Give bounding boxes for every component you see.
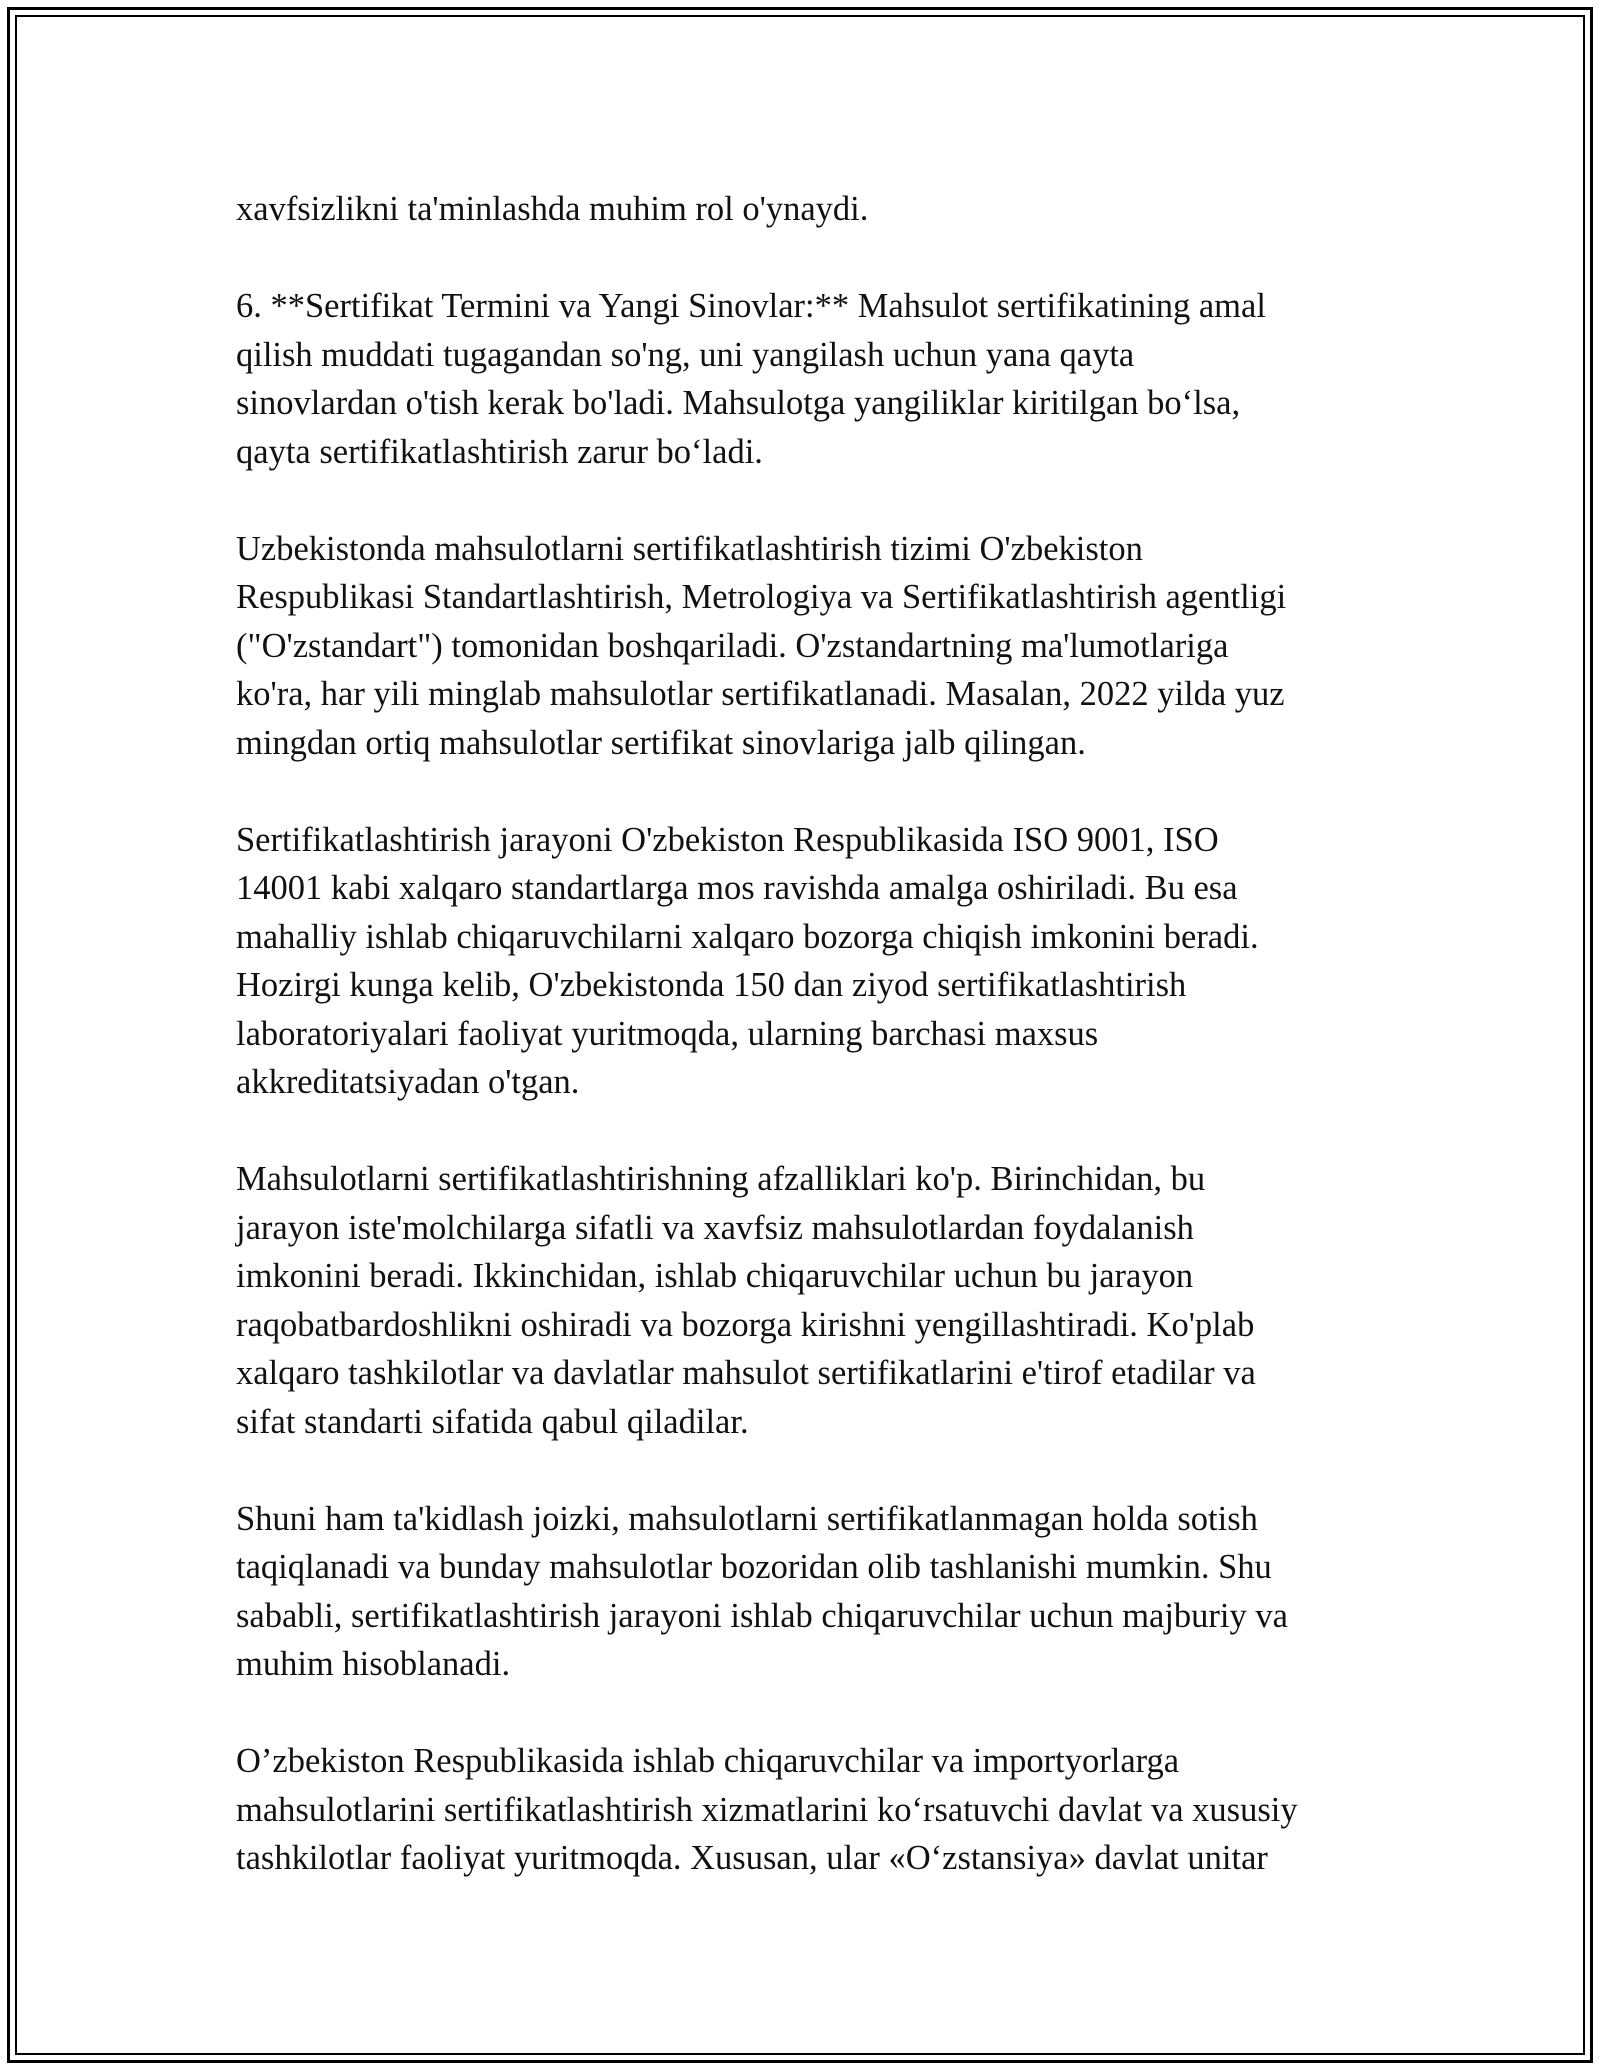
text-line: 14001 kabi xalqaro standartlarga mos ravishda amalga oshiriladi. Bu esa <box>236 869 1238 907</box>
paragraph <box>236 1155 1376 1446</box>
text-line: tashkilotlar faoliyat yuritmoqda. Xususan, ular «O‘zstansiya» davlat unitar <box>236 1839 1268 1877</box>
text-line: Sertifikatlashtirish jarayoni O'zbekiston Respublikasida ISO 9001, ISO <box>236 820 1219 859</box>
text-line: laboratoriyalari faoliyat yuritmoqda, ularning barchasi maxsus <box>236 1014 1099 1053</box>
text-line: taqiqlanadi va bunday mahsulotlar bozoridan olib tashlanishi mumkin. Shu <box>236 1548 1272 1586</box>
text-line: muhim hisoblanadi. <box>236 1645 511 1683</box>
text-line: Shuni ham ta'kidlash joizki, mahsulotlarni sertifikatlanmagan holda sotish <box>236 1499 1258 1538</box>
text-line: qayta sertifikatlashtirish zarur bo‘ladi. <box>236 432 763 471</box>
text-line: imkonini beradi. Ikkinchidan, ishlab chiqaruvchilar uchun bu jarayon <box>236 1257 1194 1295</box>
text-line: ("O'zstandart") tomonidan boshqariladi. O'zstandartning ma'lumotlariga <box>236 626 1229 665</box>
text-line: mingdan ortiq mahsulotlar sertifikat sinovlariga jalb qilingan. <box>236 723 1086 762</box>
text-line: Mahsulotlarni sertifikatlashtirishning afzalliklari ko'p. Birinchidan, bu <box>236 1160 1206 1198</box>
text-line: raqobatbardoshlikni oshiradi va bozorga kirishni yengillashtiradi. Ko'plab <box>236 1305 1255 1344</box>
text-line: akkreditatsiyadan o'tgan. <box>236 1063 580 1101</box>
text-line: xavfsizlikni ta'minlashda muhim rol o'ynaydi. <box>236 190 869 228</box>
text-line: jarayon iste'molchilarga sifatli va xavfsiz mahsulotlardan foydalanish <box>236 1208 1194 1247</box>
text-line: mahsulotlarini sertifikatlashtirish xizmatlarini ko‘rsatuvchi davlat va xususiy <box>236 1790 1298 1829</box>
text-line: xalqaro tashkilotlar va davlatlar mahsulot sertifikatlarini e'tirof etadilar va <box>236 1354 1256 1392</box>
text-line: Hozirgi kunga kelib, O'zbekistonda 150 dan ziyod sertifikatlashtirish <box>236 966 1187 1004</box>
text-line: 6. **Sertifikat Termini va Yangi Sinovlar:** Mahsulot sertifikatining amal <box>236 287 1266 325</box>
text-line: ko'ra, har yili minglab mahsulotlar sertifikatlanadi. Masalan, 2022 yilda yuz <box>236 675 1285 713</box>
text-line: qilish muddati tugagandan so'ng, uni yangilash uchun yana qayta <box>236 335 1135 374</box>
paragraph <box>236 282 1376 476</box>
text-line: O’zbekiston Respublikasida ishlab chiqaruvchilar va importyorlarga <box>236 1742 1180 1780</box>
text-line: Uzbekistonda mahsulotlarni sertifikatlashtirish tizimi O'zbekiston <box>236 529 1143 568</box>
paragraph <box>236 816 1376 1107</box>
paragraph <box>236 525 1376 768</box>
paragraph <box>236 1495 1376 1689</box>
paragraph <box>236 185 1376 234</box>
text-line: mahalliy ishlab chiqaruvchilarni xalqaro bozorga chiqish imkonini beradi. <box>236 917 1259 956</box>
text-line: Respublikasi Standartlashtirish, Metrologiya va Sertifikatlashtirish agentligi <box>236 578 1287 616</box>
text-line: sababli, sertifikatlashtirish jarayoni ishlab chiqaruvchilar uchun majburiy va <box>236 1596 1288 1635</box>
document-body <box>236 185 1376 1931</box>
text-line: sinovlardan o'tish kerak bo'ladi. Mahsulotga yangiliklar kiritilgan bo‘lsa, <box>236 384 1241 422</box>
paragraph <box>236 1737 1376 1883</box>
text-line: sifat standarti sifatida qabul qiladilar. <box>236 1402 749 1441</box>
